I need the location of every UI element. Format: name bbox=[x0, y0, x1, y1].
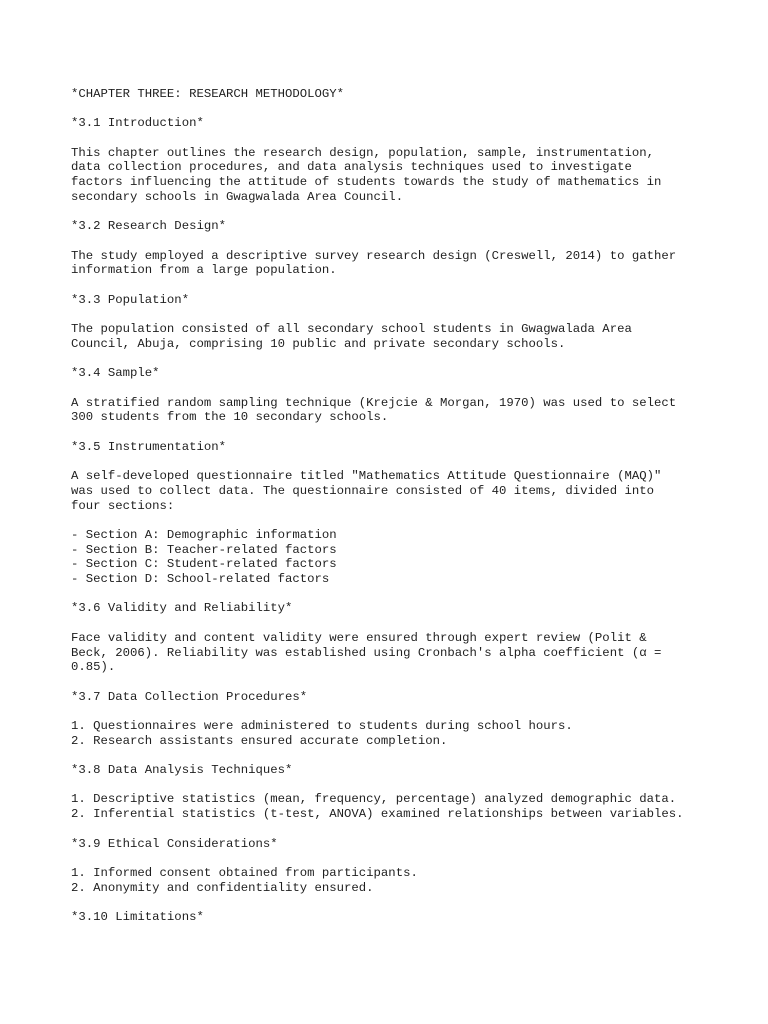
section-heading-limitations: *3.10 Limitations* bbox=[71, 910, 204, 925]
spacer bbox=[71, 425, 728, 440]
spacer bbox=[71, 278, 728, 293]
paragraph-line: Beck, 2006). Reliability was established using Cronbach's alpha coefficient (α = bbox=[71, 645, 662, 660]
paragraph-line: 0.85). bbox=[71, 660, 116, 675]
section-heading-data-collection: *3.7 Data Collection Procedures* bbox=[71, 689, 308, 704]
list-item: 2. Research assistants ensured accurate completion. bbox=[71, 733, 448, 748]
paragraph-introduction bbox=[71, 146, 728, 205]
spacer bbox=[71, 234, 728, 249]
paragraph-line: Face validity and content validity were ensured through expert review (Polit & bbox=[71, 630, 647, 645]
list-item: - Section A: Demographic information bbox=[71, 527, 337, 542]
spacer bbox=[71, 454, 728, 469]
list-item: 2. Anonymity and confidentiality ensured. bbox=[71, 880, 374, 895]
paragraph-line: four sections: bbox=[71, 498, 175, 513]
paragraph-line: The population consisted of all secondary school students in Gwagwalada Area bbox=[71, 322, 632, 337]
paragraph-line: information from a large population. bbox=[71, 263, 337, 278]
list-item: - Section C: Student-related factors bbox=[71, 557, 337, 572]
paragraph-line: secondary schools in Gwagwalada Area Council. bbox=[71, 189, 404, 204]
paragraph-line: A self-developed questionnaire titled "Mathematics Attitude Questionnaire (MAQ)" bbox=[71, 469, 662, 484]
spacer bbox=[71, 616, 728, 631]
paragraph-sample bbox=[71, 396, 728, 425]
paragraph-research-design bbox=[71, 249, 728, 278]
spacer bbox=[71, 307, 728, 322]
section-heading-population: *3.3 Population* bbox=[71, 292, 190, 307]
list-item: 1. Descriptive statistics (mean, frequency, percentage) analyzed demographic data. bbox=[71, 792, 677, 807]
paragraph-line: The study employed a descriptive survey research design (Creswell, 2014) to gather bbox=[71, 248, 677, 263]
section-heading-introduction: *3.1 Introduction* bbox=[71, 116, 204, 131]
paragraph-instrumentation bbox=[71, 469, 728, 513]
spacer bbox=[71, 778, 728, 793]
section-heading-ethics: *3.9 Ethical Considerations* bbox=[71, 836, 278, 851]
paragraph-line: data collection procedures, and data analysis techniques used to investigate bbox=[71, 160, 632, 175]
spacer bbox=[71, 895, 728, 910]
list-item: 2. Inferential statistics (t-test, ANOVA) examined relationships between variables. bbox=[71, 807, 684, 822]
spacer bbox=[71, 675, 728, 690]
spacer bbox=[71, 587, 728, 602]
section-heading-sample: *3.4 Sample* bbox=[71, 366, 160, 381]
list-item: - Section B: Teacher-related factors bbox=[71, 542, 337, 557]
spacer bbox=[71, 352, 728, 367]
paragraph-validity bbox=[71, 631, 728, 675]
spacer bbox=[71, 748, 728, 763]
paragraph-line: A stratified random sampling technique (Krejcie & Morgan, 1970) was used to select bbox=[71, 395, 677, 410]
section-heading-validity: *3.6 Validity and Reliability* bbox=[71, 601, 293, 616]
list-item: 1. Informed consent obtained from participants. bbox=[71, 865, 418, 880]
spacer bbox=[71, 851, 728, 866]
section-heading-data-analysis: *3.8 Data Analysis Techniques* bbox=[71, 763, 293, 778]
paragraph-line: was used to collect data. The questionnaire consisted of 40 items, divided into bbox=[71, 483, 654, 498]
paragraph-line: This chapter outlines the research design, population, sample, instrumentation, bbox=[71, 145, 654, 160]
section-heading-research-design: *3.2 Research Design* bbox=[71, 219, 226, 234]
chapter-title: *CHAPTER THREE: RESEARCH METHODOLOGY* bbox=[71, 87, 345, 101]
paragraph-line: 300 students from the 10 secondary schools. bbox=[71, 410, 389, 425]
list-instrumentation-sections bbox=[71, 528, 728, 587]
list-data-collection bbox=[71, 719, 728, 748]
section-heading-instrumentation: *3.5 Instrumentation* bbox=[71, 439, 226, 454]
paragraph-population bbox=[71, 322, 728, 351]
spacer bbox=[71, 102, 728, 117]
paragraph-line: Council, Abuja, comprising 10 public and private secondary schools. bbox=[71, 336, 566, 351]
paragraph-line: factors influencing the attitude of students towards the study of mathematics in bbox=[71, 175, 662, 190]
spacer bbox=[71, 822, 728, 837]
spacer bbox=[71, 704, 728, 719]
spacer bbox=[71, 381, 728, 396]
list-data-analysis bbox=[71, 792, 728, 821]
spacer bbox=[71, 131, 728, 146]
list-item: 1. Questionnaires were administered to students during school hours. bbox=[71, 719, 573, 733]
list-item: - Section D: School-related factors bbox=[71, 572, 330, 587]
list-ethics bbox=[71, 866, 728, 895]
spacer bbox=[71, 205, 728, 220]
spacer bbox=[71, 513, 728, 528]
